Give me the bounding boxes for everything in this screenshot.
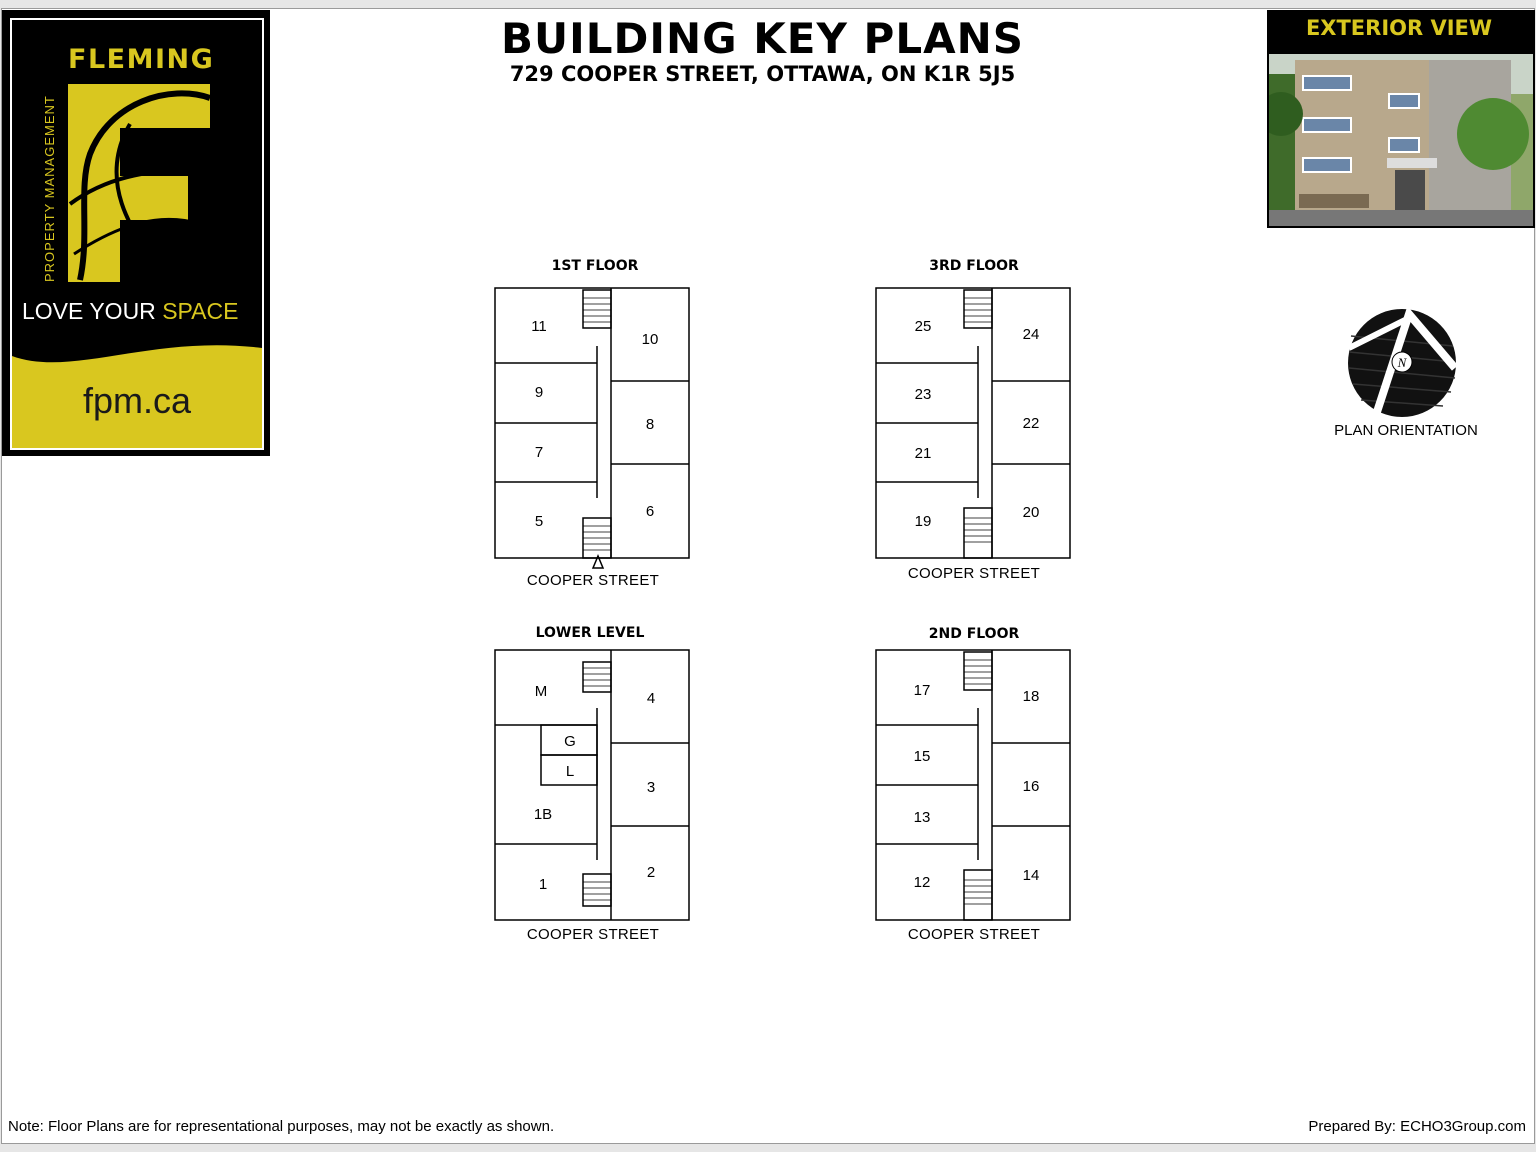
slogan xyxy=(22,298,262,325)
unit-label: 19 xyxy=(914,513,932,530)
unit-label: 9 xyxy=(534,384,544,401)
second-floor-title: 2ND FLOOR xyxy=(928,626,1020,642)
second-floor-plan[interactable] xyxy=(874,648,1074,928)
unit-label: 8 xyxy=(645,416,655,433)
first-floor-plan[interactable] xyxy=(493,286,693,576)
unit-label: 22 xyxy=(1022,415,1040,432)
f-monogram-icon xyxy=(60,84,220,284)
unit-label: 15 xyxy=(913,748,931,765)
disclaimer-note: Note: Floor Plans are for representational purposes, may not be exactly as shown. xyxy=(8,1118,555,1135)
third-floor-title: 3RD FLOOR xyxy=(929,258,1019,274)
building-photo xyxy=(1269,54,1533,226)
unit-label: 16 xyxy=(1022,778,1040,795)
brand-name: FLEMING xyxy=(68,44,215,75)
unit-label: 25 xyxy=(914,318,932,335)
unit-label: 21 xyxy=(914,445,932,462)
street-label: COOPER STREET xyxy=(526,572,660,589)
slogan-text: LOVE YOUR xyxy=(22,298,163,324)
page-subtitle: 729 COOPER STREET, OTTAWA, ON K1R 5J5 xyxy=(509,62,1016,86)
unit-label: 5 xyxy=(534,513,544,530)
unit-label: 14 xyxy=(1022,867,1040,884)
property-management-label: PROPERTY MANAGEMENT xyxy=(42,95,57,282)
page-title: BUILDING KEY PLANS xyxy=(501,14,1024,63)
third-floor-plan[interactable] xyxy=(874,286,1074,566)
unit-label: 20 xyxy=(1022,504,1040,521)
street-label: COOPER STREET xyxy=(907,926,1041,943)
unit-label: 1B xyxy=(533,806,553,823)
unit-label: G xyxy=(564,733,576,750)
exterior-view-title: EXTERIOR VIEW xyxy=(1305,16,1493,40)
unit-label: 24 xyxy=(1022,326,1040,343)
slogan-accent: SPACE xyxy=(162,298,239,324)
unit-label: 18 xyxy=(1022,688,1040,705)
unit-label: 17 xyxy=(913,682,931,699)
unit-label: 1 xyxy=(538,876,548,893)
north-compass-icon xyxy=(1345,306,1459,420)
lower-level-title: LOWER LEVEL xyxy=(535,625,645,641)
unit-label: 6 xyxy=(645,503,655,520)
street-label: COOPER STREET xyxy=(907,565,1041,582)
unit-label: 10 xyxy=(641,331,659,348)
unit-label: 23 xyxy=(914,386,932,403)
prepared-by: Prepared By: ECHO3Group.com xyxy=(1308,1118,1526,1135)
website-url[interactable]: fpm.ca xyxy=(82,380,192,421)
unit-label: 13 xyxy=(913,809,931,826)
exterior-view-panel xyxy=(1267,10,1535,228)
first-floor-title: 1ST FLOOR xyxy=(551,258,639,274)
unit-label: 3 xyxy=(646,779,656,796)
unit-label: 2 xyxy=(646,864,656,881)
plan-orientation-label: PLAN ORIENTATION xyxy=(1334,422,1478,439)
logo-panel xyxy=(10,18,264,450)
fleming-logo[interactable] xyxy=(2,10,270,456)
street-label: COOPER STREET xyxy=(526,926,660,943)
unit-label: 11 xyxy=(531,318,547,335)
north-letter: N xyxy=(1397,355,1407,370)
lower-level-plan[interactable] xyxy=(493,648,693,928)
unit-label: L xyxy=(565,763,575,780)
unit-label: 12 xyxy=(913,874,931,891)
unit-label: 4 xyxy=(646,690,656,707)
unit-label: M xyxy=(534,683,548,700)
unit-label: 7 xyxy=(534,444,544,461)
